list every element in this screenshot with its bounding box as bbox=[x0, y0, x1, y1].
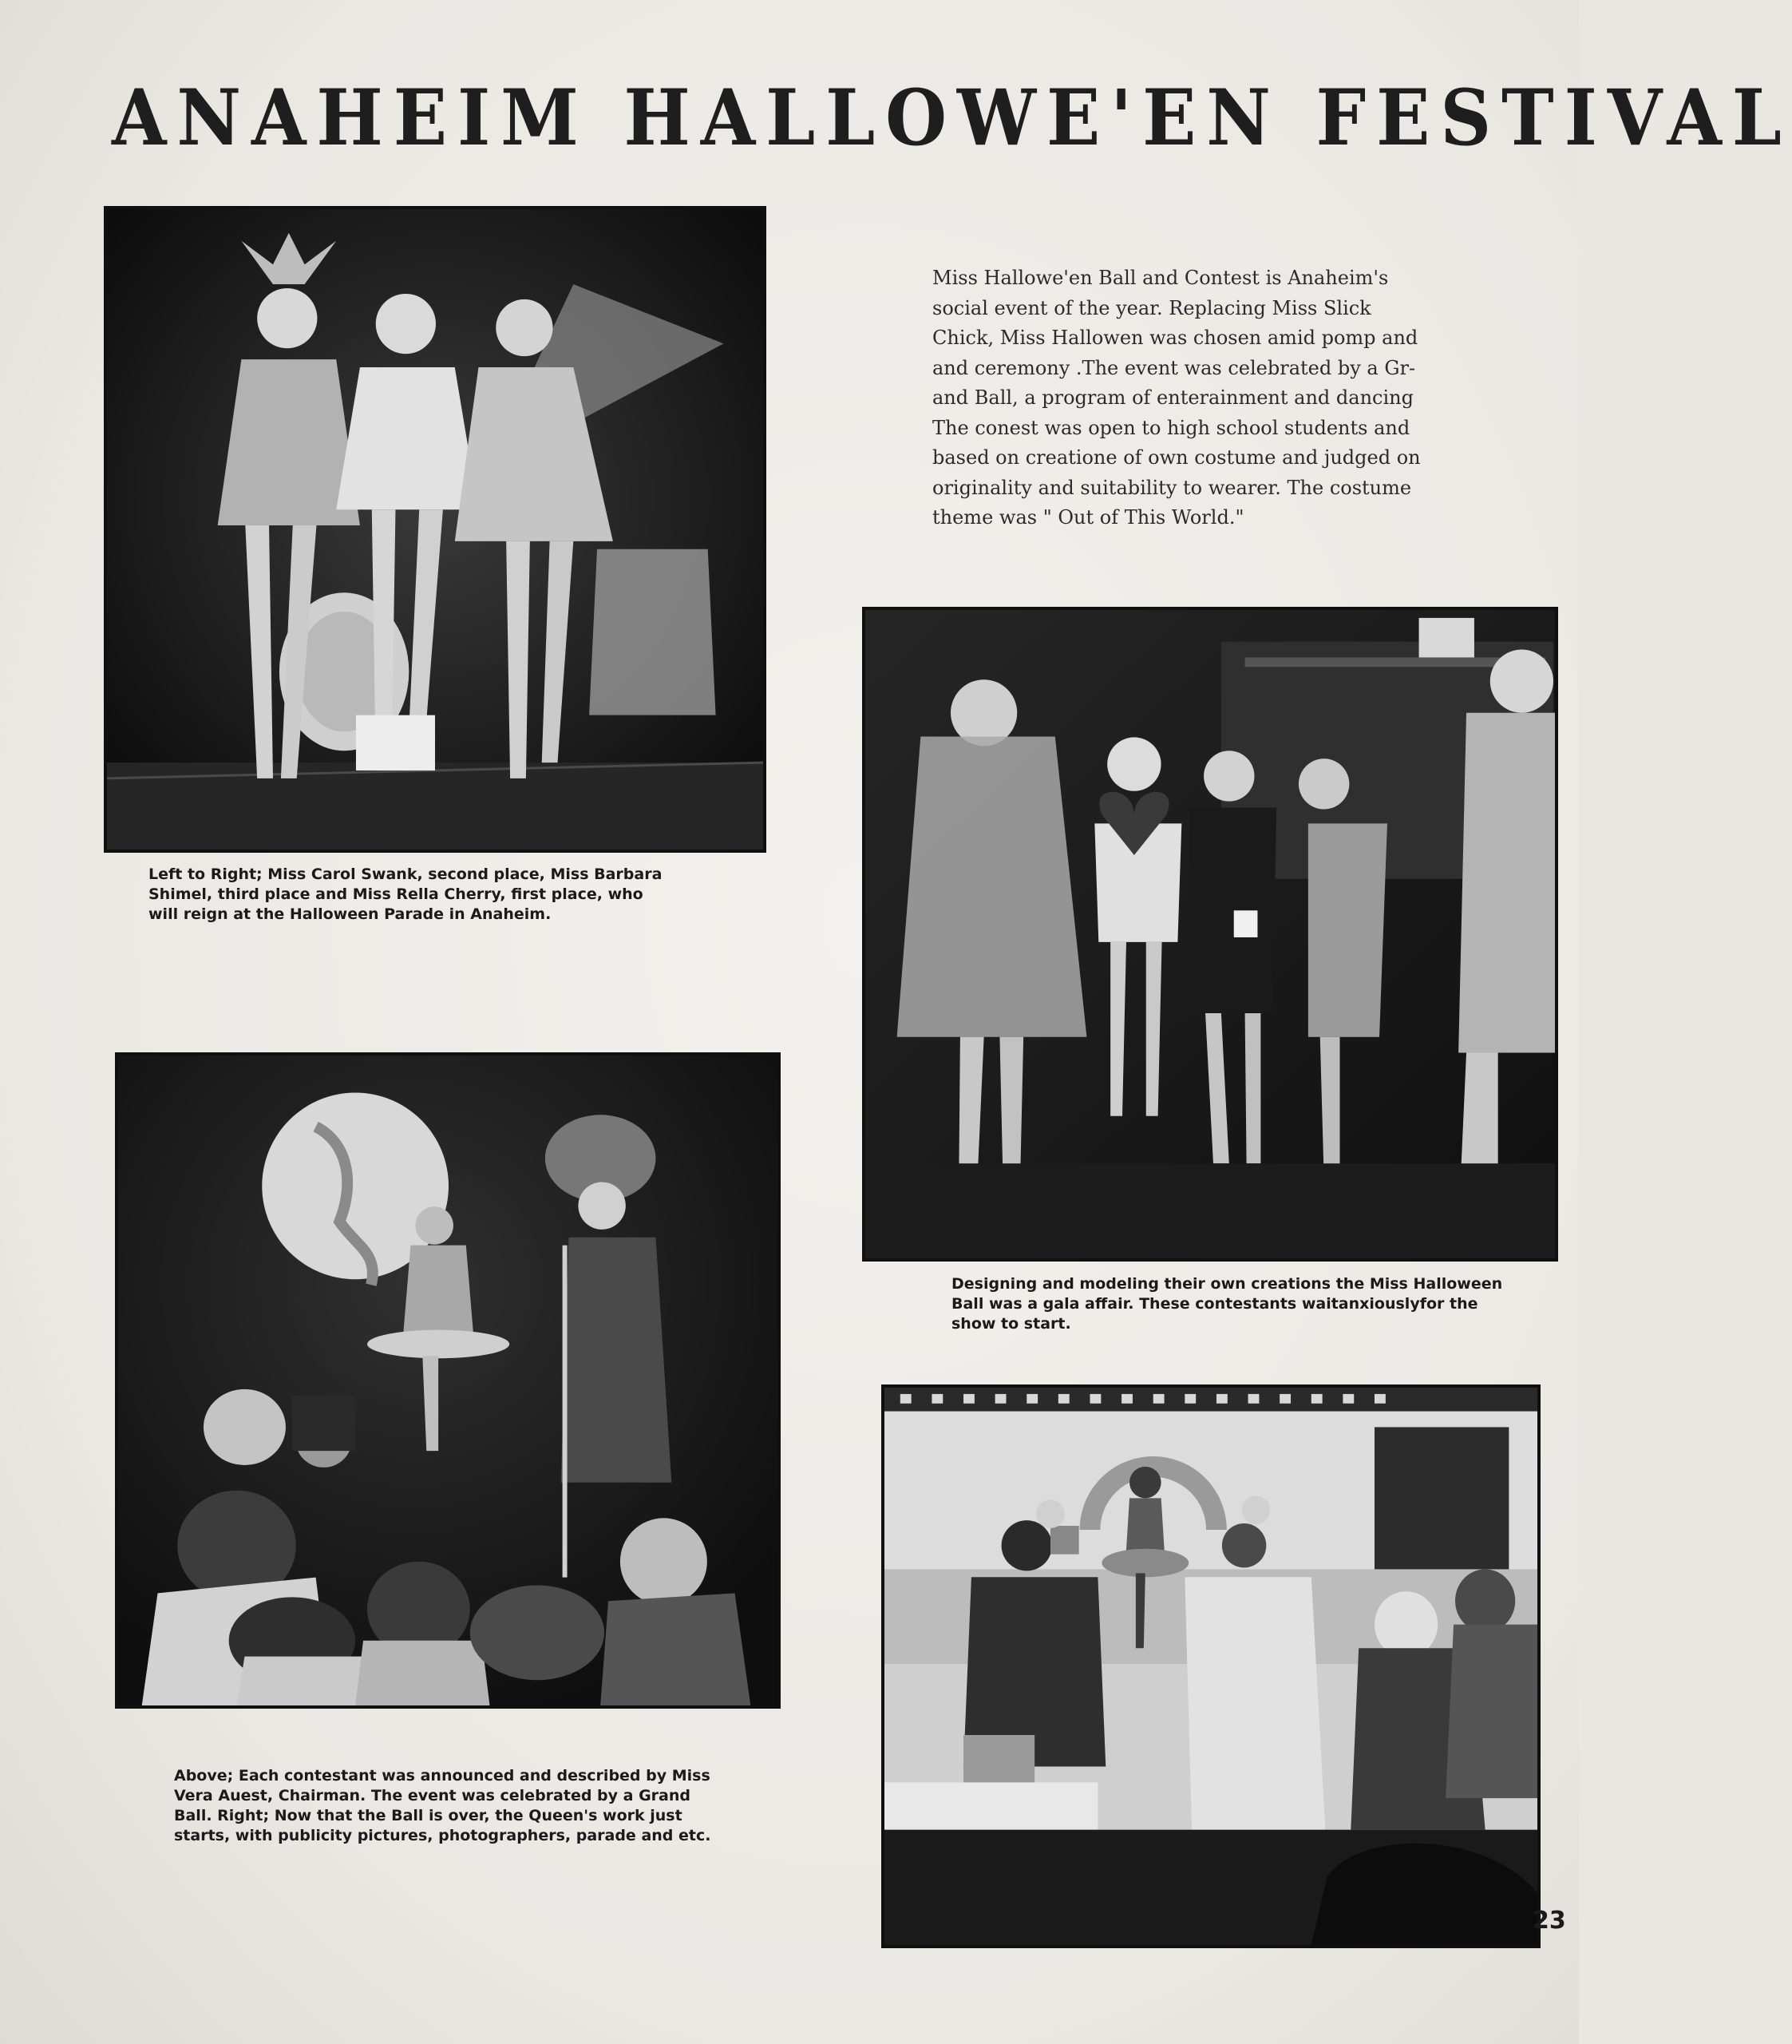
caption-line: will reign at the Halloween Parade in Anaheim. bbox=[148, 905, 552, 923]
intro-line: Miss Hallowe'en Ball and Contest is Anaheim's bbox=[932, 267, 1389, 289]
caption-line: Above; Each contestant was announced and described by Miss bbox=[174, 1767, 710, 1785]
caption-line: Left to Right; Miss Carol Swank, second place, Miss Barbara bbox=[148, 866, 663, 883]
intro-line: based on creatione of own costume and judged on bbox=[932, 446, 1421, 469]
contestants-caption bbox=[951, 1274, 1558, 1334]
page-title: ANAHEIM HALLOWE'EN FESTIVAL bbox=[112, 73, 1792, 163]
announcement-caption bbox=[174, 1766, 781, 1846]
intro-text bbox=[932, 263, 1507, 533]
intro-line: The conest was open to high school students and bbox=[932, 416, 1410, 439]
caption-line: show to start. bbox=[951, 1315, 1071, 1333]
caption-line: Ball was a gala affair. These contestants waitanxiouslyfor the bbox=[951, 1295, 1478, 1313]
caption-line: Ball. Right; Now that the Ball is over, the Queen's work just bbox=[174, 1807, 682, 1824]
intro-line: and ceremony .The event was celebrated by a Gr- bbox=[932, 356, 1416, 379]
intro-line: theme was " Out of This World." bbox=[932, 506, 1244, 529]
intro-line: social event of the year. Replacing Miss Slick bbox=[932, 296, 1371, 319]
photographers-photo bbox=[881, 1384, 1541, 1948]
contestants-photo bbox=[862, 607, 1558, 1262]
caption-line: starts, with publicity pictures, photographers, parade and etc. bbox=[174, 1827, 711, 1844]
winners-photo bbox=[104, 206, 766, 853]
page-number: 23 bbox=[1533, 1907, 1566, 1935]
winners-caption bbox=[148, 865, 755, 925]
intro-line: Chick, Miss Hallowen was chosen amid pomp and bbox=[932, 327, 1418, 349]
intro-line: and Ball, a program of enterainment and dancing bbox=[932, 386, 1414, 409]
caption-line: Designing and modeling their own creations the Miss Halloween bbox=[951, 1275, 1503, 1293]
announcement-photo bbox=[115, 1052, 781, 1709]
caption-line: Vera Auest, Chairman. The event was celebrated by a Grand bbox=[174, 1787, 690, 1804]
caption-line: Shimel, third place and Miss Rella Cherry, first place, who bbox=[148, 885, 643, 903]
intro-line: originality and suitability to wearer. The costume bbox=[932, 476, 1412, 499]
